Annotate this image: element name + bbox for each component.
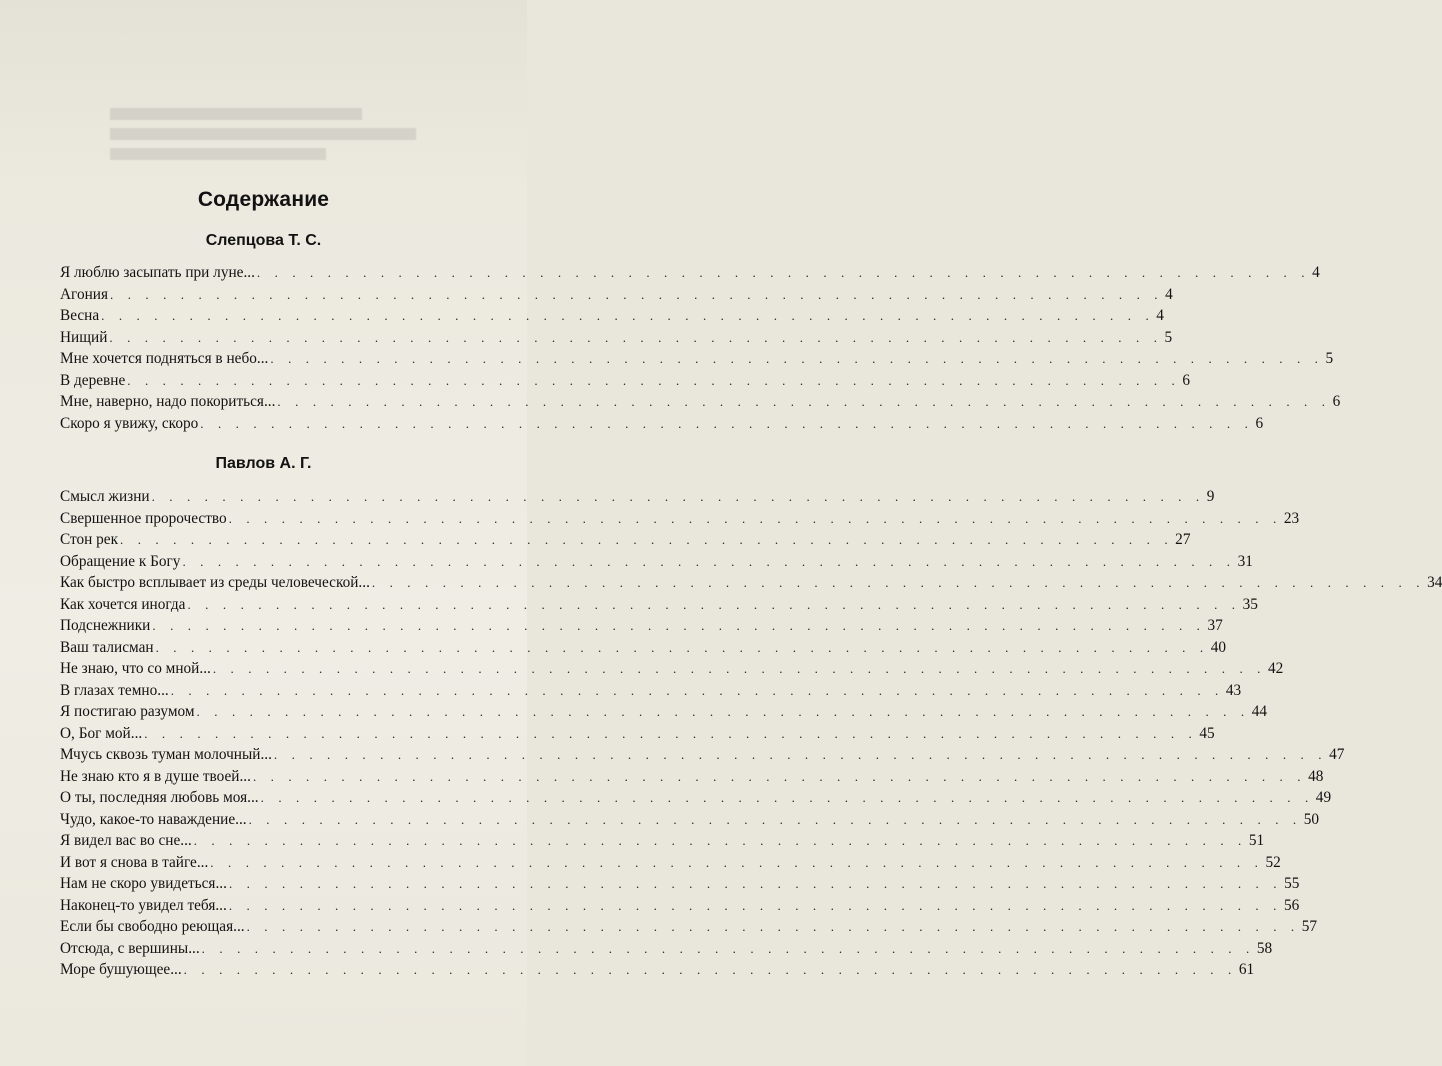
toc-entry-page: 6 — [1182, 371, 1191, 389]
toc-entry-title: Если бы свободно реющая... — [60, 918, 245, 935]
toc-entry-title: Нам не скоро увидеться... — [60, 875, 227, 892]
toc-entry — [60, 830, 1265, 852]
toc-entry — [60, 809, 1320, 831]
dot-leader: . . . . . . . . . . . . . . . . . . . . . . . . . . . . . . . . . . . . . . . . . . . . . . . . . . . . . . . . . . . . — [277, 394, 1331, 409]
toc-entry — [60, 327, 1173, 349]
dot-leader: . . . . . . . . . . . . . . . . . . . . . . . . . . . . . . . . . . . . . . . . . . . . . . . . . . . . . . . . . . . . — [152, 618, 1206, 633]
toc-entry — [60, 895, 1300, 917]
dot-leader: . . . . . . . . . . . . . . . . . . . . . . . . . . . . . . . . . . . . . . . . . . . . . . . . . . . . . . . . . . . . — [270, 351, 1324, 366]
dot-leader: . . . . . . . . . . . . . . . . . . . . . . . . . . . . . . . . . . . . . . . . . . . . . . . . . . . . . . . . . . . . — [371, 575, 1426, 590]
toc-entry-title: Скоро я увижу, скоро — [60, 414, 199, 432]
toc-entry-page: 4 — [1156, 307, 1164, 324]
dot-leader: . . . . . . . . . . . . . . . . . . . . . . . . . . . . . . . . . . . . . . . . . . . . . . . . . . . . . . . . . . . . — [252, 768, 1307, 784]
toc-entry-page: 34 — [1427, 574, 1442, 591]
toc-entry-title: Я постигаю разумом — [60, 703, 195, 720]
toc-entry-title: Свершенное пророчество — [60, 509, 227, 527]
dot-leader: . . . . . . . . . . . . . . . . . . . . . . . . . . . . . . . . . . . . . . . . . . . . . . . . . . . . . . . . . . . . — [256, 265, 1311, 280]
toc-entry-title: Смысл жизни — [60, 488, 150, 505]
toc-list-pavlov — [60, 486, 1442, 981]
toc-entry-page: 45 — [1199, 724, 1215, 742]
toc-entry — [60, 572, 1442, 594]
toc-entry — [60, 594, 1258, 616]
toc-entry-title: О ты, последняя любовь моя... — [60, 789, 259, 806]
dot-leader: . . . . . . . . . . . . . . . . . . . . . . . . . . . . . . . . . . . . . . . . . . . . . . . . . . . . . . . . . . . . — [101, 308, 1155, 323]
toc-entry-page: 43 — [1225, 681, 1242, 699]
section-author-sleptsova: Слепцова Т. С. — [205, 232, 322, 249]
toc-entry — [60, 959, 1255, 981]
toc-entry-title: Чудо, какое-то наваждение... — [60, 810, 247, 828]
toc-entry-title: Нищий — [60, 328, 108, 346]
toc-entry — [60, 658, 1284, 680]
toc-entry — [60, 529, 1191, 551]
toc-entry-title: Агония — [60, 285, 108, 303]
dot-leader: . . . . . . . . . . . . . . . . . . . . . . . . . . . . . . . . . . . . . . . . . . . . . . . . . . . . . . . . . . . . — [144, 725, 1198, 741]
section-author-pavlov: Павлов А. Г. — [215, 455, 312, 472]
dot-leader: . . . . . . . . . . . . . . . . . . . . . . . . . . . . . . . . . . . . . . . . . . . . . . . . . . . . . . . . . . . . — [228, 510, 1282, 526]
dot-leader: . . . . . . . . . . . . . . . . . . . . . . . . . . . . . . . . . . . . . . . . . . . . . . . . . . . . . . . . . . . . — [228, 876, 1283, 891]
dot-leader: . . . . . . . . . . . . . . . . . . . . . . . . . . . . . . . . . . . . . . . . . . . . . . . . . . . . . . . . . . . . — [210, 854, 1264, 870]
toc-entry-title: Весна — [60, 307, 100, 324]
toc-entry — [60, 305, 1164, 327]
dot-leader: . . . . . . . . . . . . . . . . . . . . . . . . . . . . . . . . . . . . . . . . . . . . . . . . . . . . . . . . . . . . — [110, 286, 1164, 302]
dot-leader: . . . . . . . . . . . . . . . . . . . . . . . . . . . . . . . . . . . . . . . . . . . . . . . . . . . . . . . . . . . . — [246, 919, 1300, 934]
toc-entry — [60, 284, 1173, 306]
toc-entry — [60, 637, 1227, 659]
toc-entry-page: 50 — [1303, 810, 1320, 828]
toc-entry-title: Не знаю кто я в душе твоей... — [60, 767, 251, 785]
toc-entry — [60, 873, 1300, 895]
toc-entry-title: Мчусь сквозь туман молочный... — [60, 746, 272, 763]
toc-entry-title: И вот я снова в тайге... — [60, 853, 209, 871]
dot-leader: . . . . . . . . . . . . . . . . . . . . . . . . . . . . . . . . . . . . . . . . . . . . . . . . . . . . . . . . . . . . — [187, 596, 1241, 612]
toc-entry-title: Наконец-то увидел тебя... — [60, 896, 227, 914]
toc-entry-page: 35 — [1242, 595, 1258, 613]
dot-leader: . . . . . . . . . . . . . . . . . . . . . . . . . . . . . . . . . . . . . . . . . . . . . . . . . . . . . . . . . . . . — [201, 940, 1255, 956]
toc-entry — [60, 551, 1253, 573]
toc-entry-page: 6 — [1255, 414, 1264, 432]
toc-entry — [60, 615, 1223, 637]
toc-entry — [60, 787, 1332, 809]
toc-entry-title: В глазах темно... — [60, 681, 169, 699]
toc-entry-page: 48 — [1308, 767, 1324, 785]
toc-entry — [60, 486, 1215, 508]
toc-entry-title: Море бушующее... — [60, 961, 182, 978]
toc-entry — [60, 744, 1345, 766]
toc-entry-page: 57 — [1301, 918, 1318, 935]
toc-list-sleptsova — [60, 262, 1341, 434]
toc-entry-title: Стон рек — [60, 531, 119, 548]
toc-entry-page: 37 — [1207, 617, 1223, 634]
toc-entry-page: 44 — [1251, 703, 1267, 720]
toc-entry-title: Не знаю, что со мной... — [60, 660, 211, 677]
toc-entry-title: Я люблю засыпать при луне... — [60, 264, 255, 281]
toc-entry — [60, 938, 1273, 960]
dot-leader: . . . . . . . . . . . . . . . . . . . . . . . . . . . . . . . . . . . . . . . . . . . . . . . . . . . . . . . . . . . . — [155, 639, 1209, 655]
toc-entry-page: 9 — [1206, 488, 1215, 505]
toc-entry — [60, 680, 1242, 702]
toc-entry-title: Как хочется иногда — [60, 595, 186, 613]
toc-entry — [60, 262, 1320, 284]
toc-entry-page: 27 — [1175, 531, 1191, 548]
dot-leader: . . . . . . . . . . . . . . . . . . . . . . . . . . . . . . . . . . . . . . . . . . . . . . . . . . . . . . . . . . . . — [182, 553, 1236, 569]
toc-entry-title: В деревне — [60, 371, 126, 389]
toc-entry-page: 55 — [1284, 875, 1300, 892]
dot-leader: . . . . . . . . . . . . . . . . . . . . . . . . . . . . . . . . . . . . . . . . . . . . . . . . . . . . . . . . . . . . — [273, 747, 1328, 762]
toc-entry-title: Я видел вас во сне... — [60, 832, 192, 849]
toc-entry-page: 47 — [1329, 746, 1345, 763]
toc-entry-page: 58 — [1256, 939, 1273, 957]
toc-entry — [60, 766, 1324, 788]
dot-leader: . . . . . . . . . . . . . . . . . . . . . . . . . . . . . . . . . . . . . . . . . . . . . . . . . . . . . . . . . . . . — [120, 532, 1174, 547]
toc-entry — [60, 916, 1318, 938]
toc-entry-page: 4 — [1165, 285, 1173, 303]
toc-entry-page: 49 — [1315, 789, 1332, 806]
toc-entry — [60, 413, 1264, 435]
dot-leader: . . . . . . . . . . . . . . . . . . . . . . . . . . . . . . . . . . . . . . . . . . . . . . . . . . . . . . . . . . . . — [196, 704, 1250, 719]
toc-entry-title: Ваш талисман — [60, 638, 154, 656]
toc-entry-title: Отсюда, с вершины... — [60, 939, 200, 957]
toc-entry — [60, 391, 1341, 413]
dot-leader: . . . . . . . . . . . . . . . . . . . . . . . . . . . . . . . . . . . . . . . . . . . . . . . . . . . . . . . . . . . . — [200, 415, 1254, 431]
toc-entry-page: 51 — [1248, 832, 1265, 849]
toc-entry-page: 52 — [1265, 853, 1281, 871]
dot-leader: . . . . . . . . . . . . . . . . . . . . . . . . . . . . . . . . . . . . . . . . . . . . . . . . . . . . . . . . . . . . — [127, 372, 1181, 388]
toc-entry-page: 4 — [1312, 264, 1320, 281]
dot-leader: . . . . . . . . . . . . . . . . . . . . . . . . . . . . . . . . . . . . . . . . . . . . . . . . . . . . . . . . . . . . — [212, 661, 1266, 676]
toc-entry-page: 31 — [1237, 552, 1253, 570]
toc-entry — [60, 508, 1300, 530]
toc-entry — [60, 723, 1215, 745]
toc-entry-page: 42 — [1268, 660, 1284, 677]
dot-leader: . . . . . . . . . . . . . . . . . . . . . . . . . . . . . . . . . . . . . . . . . . . . . . . . . . . . . . . . . . . . — [183, 962, 1237, 977]
toc-entry-title: Обращение к Богу — [60, 552, 181, 570]
toc-entry-page: 56 — [1283, 896, 1300, 914]
toc-entry-page: 40 — [1210, 638, 1227, 656]
page-title: Содержание — [197, 188, 330, 211]
dot-leader: . . . . . . . . . . . . . . . . . . . . . . . . . . . . . . . . . . . . . . . . . . . . . . . . . . . . . . . . . . . . — [193, 833, 1247, 848]
dot-leader: . . . . . . . . . . . . . . . . . . . . . . . . . . . . . . . . . . . . . . . . . . . . . . . . . . . . . . . . . . . . — [170, 682, 1224, 698]
dot-leader: . . . . . . . . . . . . . . . . . . . . . . . . . . . . . . . . . . . . . . . . . . . . . . . . . . . . . . . . . . . . — [109, 329, 1163, 345]
toc-entry-title: Мне, наверно, надо покориться... — [60, 393, 276, 410]
toc-entry-title: Как быстро всплывает из среды человеческой... — [60, 574, 370, 591]
toc-entry-page: 5 — [1325, 350, 1334, 367]
toc-entry-page: 23 — [1283, 509, 1300, 527]
toc-entry — [60, 370, 1191, 392]
dot-leader: . . . . . . . . . . . . . . . . . . . . . . . . . . . . . . . . . . . . . . . . . . . . . . . . . . . . . . . . . . . . — [151, 489, 1205, 504]
toc-entry — [60, 348, 1334, 370]
dot-leader: . . . . . . . . . . . . . . . . . . . . . . . . . . . . . . . . . . . . . . . . . . . . . . . . . . . . . . . . . . . . — [248, 811, 1302, 827]
toc-entry-page: 5 — [1164, 328, 1173, 346]
toc-entry — [60, 701, 1267, 723]
toc-entry-page: 61 — [1238, 961, 1255, 978]
toc-entry-title: Подснежники — [60, 617, 151, 634]
dot-leader: . . . . . . . . . . . . . . . . . . . . . . . . . . . . . . . . . . . . . . . . . . . . . . . . . . . . . . . . . . . . — [260, 790, 1314, 805]
toc-entry-title: Мне хочется подняться в небо... — [60, 350, 269, 367]
toc-entry-title: О, Бог мой... — [60, 724, 143, 742]
toc-entry-page: 6 — [1332, 393, 1341, 410]
toc-entry — [60, 852, 1281, 874]
dot-leader: . . . . . . . . . . . . . . . . . . . . . . . . . . . . . . . . . . . . . . . . . . . . . . . . . . . . . . . . . . . . — [228, 897, 1282, 913]
